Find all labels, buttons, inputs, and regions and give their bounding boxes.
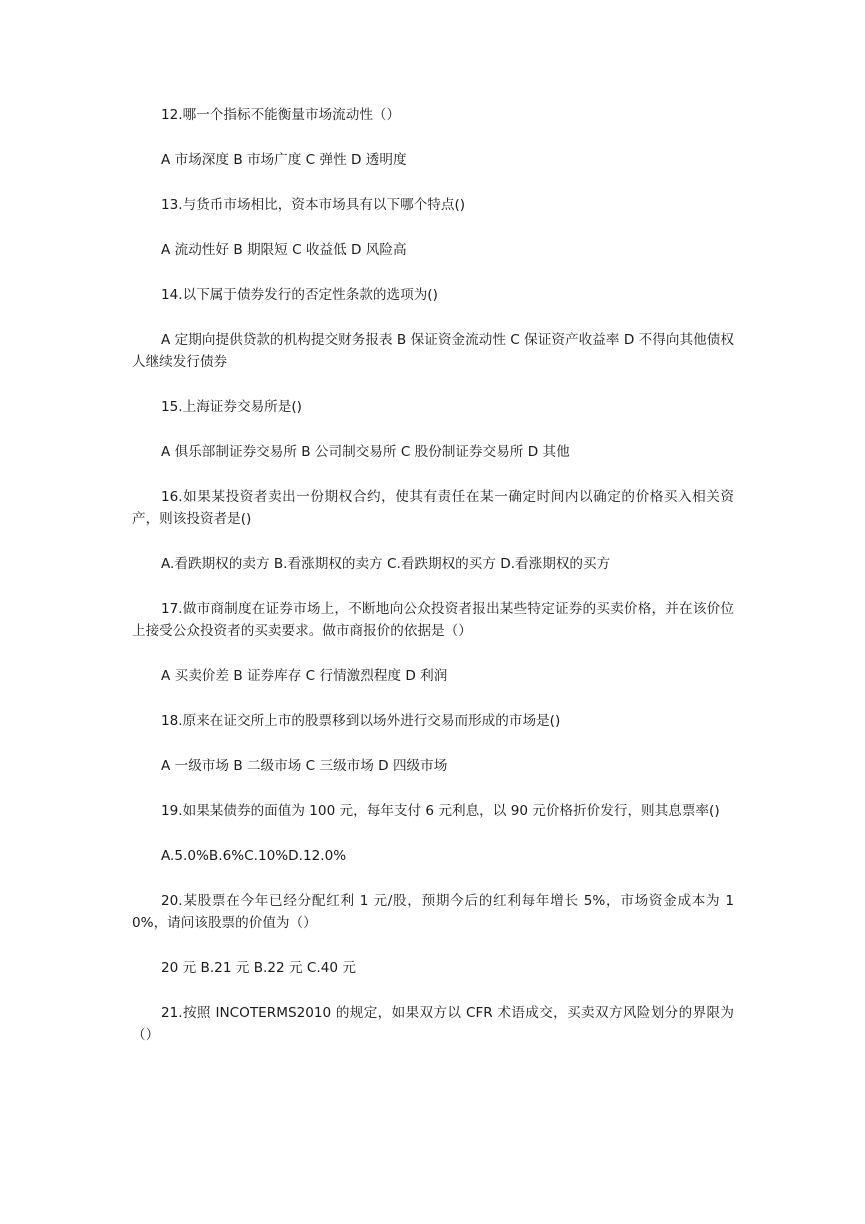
question-12-text: 12.哪一个指标不能衡量市场流动性（）: [161, 107, 401, 123]
question-16-options: A.看跌期权的卖方 B.看涨期权的卖方 C.看跌期权的买方 D.看涨期权的买方: [161, 556, 611, 572]
question-18-text: 18.原来在证交所上市的股票移到以场外进行交易而形成的市场是(): [161, 713, 561, 729]
question-19-text: 19.如果某债券的面值为 100 元，每年支付 6 元利息，以 90 元价格折价发行，则其息票率(): [161, 803, 720, 819]
question-14-text: 14.以下属于债券发行的否定性条款的选项为(): [161, 287, 438, 303]
question-15-text: 15.上海证券交易所是(): [161, 399, 302, 415]
question-19-options: A.5.0%B.6%C.10%D.12.0%: [161, 848, 347, 864]
question-20-options: 20 元 B.21 元 B.22 元 C.40 元: [161, 960, 356, 976]
question-17-text: 17.做市商制度在证券市场上，不断地向公众投资者报出某些特定证券的买卖价格，并在该价位上接受公众投资者的买卖要求。做市商报价的依据是（）: [132, 601, 734, 639]
document-body: [132, 104, 734, 1046]
question-13-options: A 流动性好 B 期限短 C 收益低 D 风险高: [161, 242, 407, 258]
question-16-text: 16.如果某投资者卖出一份期权合约，使其有责任在某一确定时间内以确定的价格买入相关资产，则该投资者是(): [132, 489, 734, 527]
question-14-options: A 定期向提供贷款的机构提交财务报表 B 保证资金流动性 C 保证资产收益率 D 不得向其他债权人继续发行债券: [132, 332, 734, 370]
question-17-options: A 买卖价差 B 证券库存 C 行情激烈程度 D 利润: [161, 668, 448, 684]
question-12-options: A 市场深度 B 市场广度 C 弹性 D 透明度: [161, 152, 407, 168]
question-15-options: A 俱乐部制证券交易所 B 公司制交易所 C 股份制证券交易所 D 其他: [161, 444, 570, 460]
question-18-options: A 一级市场 B 二级市场 C 三级市场 D 四级市场: [161, 758, 448, 774]
question-21-text: 21.按照 INCOTERMS2010 的规定，如果双方以 CFR 术语成交，买卖双方风险划分的界限为（）: [132, 1005, 734, 1043]
question-20-text: 20.某股票在今年已经分配红利 1 元/股，预期今后的红利每年增长 5%，市场资金成本为 10%，请问该股票的价值为（）: [132, 893, 734, 931]
question-13-text: 13.与货币市场相比，资本市场具有以下哪个特点(): [161, 197, 466, 213]
